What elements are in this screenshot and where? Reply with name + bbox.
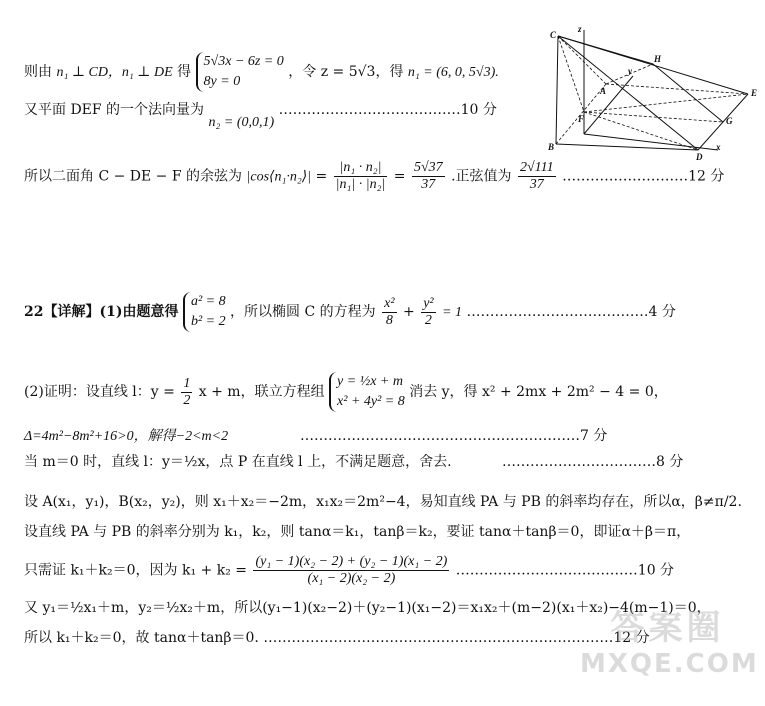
label-g: G	[726, 116, 733, 126]
equation-system-1	[196, 52, 284, 92]
cos-frac-num: |n₁ · n₂|	[334, 160, 388, 177]
equation-system-line-ellipse	[329, 372, 405, 412]
watermark-logo	[580, 600, 759, 700]
edge-ch	[558, 36, 653, 64]
vector-conditions: n₁ ⊥ CD，n₁ ⊥ DE	[56, 65, 173, 80]
edge-hg	[653, 64, 723, 122]
text-eliminate-y: 消去 y，得 x² + 2mx + 2m² − 4 = 0，	[409, 384, 668, 400]
watermark-line1: 答案圈	[610, 608, 725, 648]
text-combine-system: x + m，联立方程组	[198, 384, 325, 400]
line-m-zero	[24, 452, 684, 472]
eq-sign-2: =	[393, 168, 406, 185]
text-set-line-l: (2)证明：设直线 l：y =	[24, 384, 175, 400]
cos-fraction	[334, 160, 388, 193]
k-sum-pre: 只需证 k₁＋k₂＝0，因为 k₁ + k₂ =	[24, 562, 248, 579]
axis-y	[584, 76, 633, 134]
eq-a-squared: a² = 8	[190, 294, 226, 309]
k-sum-num: (y₁ − 1)(x₂ − 2) + (y₂ − 1)(x₁ − 2)	[255, 554, 448, 569]
line-points-ab	[24, 492, 742, 512]
label-h: H	[654, 54, 662, 64]
sin-value-num: 2√111	[520, 160, 554, 175]
cos-abs: |cos⟨n₁·n₂⟩|	[246, 169, 312, 185]
text-plane-def: 又平面 DEF 的一个法向量为	[24, 102, 205, 118]
label-x: x	[716, 142, 721, 152]
n2-vector: n₂ = (0,0,1)	[208, 115, 275, 130]
line-slopes	[24, 522, 690, 542]
line-problem-22-part1	[24, 292, 676, 332]
label-a: A	[600, 86, 607, 96]
score-4-dots: …………………………………4 分	[466, 304, 676, 320]
edge-fd-dashed	[584, 112, 698, 150]
edge-cd	[558, 36, 698, 150]
text-ze-you: 则由	[24, 64, 52, 80]
slopes-text: 设直线 PA 与 PB 的斜率分别为 k₁，k₂，则 tanα＝k₁，tanβ＝k₂，要证 tanα＋tanβ＝0，即证α＋β＝π，	[24, 524, 691, 540]
m-zero-text: 当 m＝0 时，直线 l：y＝½x，点 P 在直线 l 上，不满足题意，舍去.	[24, 454, 452, 470]
line-dihedral-cosine	[24, 160, 724, 193]
score-7-dots: ……………………………………………………7 分	[300, 428, 608, 444]
label-y: y	[628, 66, 632, 76]
cos-value	[412, 160, 445, 193]
problem-22-heading: 22【详解】(1)由题意得	[24, 304, 179, 320]
k-sum-fraction	[253, 554, 449, 587]
line-k-sum	[24, 554, 674, 587]
label-d: D	[696, 152, 703, 162]
cos-value-num: 5√37	[413, 160, 443, 175]
system1-eq2: 8y = 0	[203, 74, 241, 89]
score-8-dots: ……………………………8 分	[502, 454, 684, 470]
edge-cb	[556, 36, 558, 144]
cos-value-den: 37	[421, 177, 436, 192]
equals-one: = 1	[442, 305, 463, 320]
label-b: B	[548, 142, 555, 152]
eq-b-squared: b² = 2	[190, 314, 226, 329]
line-plane-def-normal	[24, 100, 497, 130]
line-problem-22-part2	[24, 372, 668, 412]
sin-value	[518, 160, 556, 193]
score-10-dots: …………………………………10 分	[278, 102, 497, 118]
label-c: C	[550, 30, 557, 40]
score-10b-dots: …………………………………10 分	[455, 562, 675, 579]
edge-fe-dashed	[584, 94, 748, 112]
sin-value-den: 37	[529, 177, 544, 192]
score-12b-dots: …………………………………………………………………12 分	[263, 630, 650, 646]
conclusion-text: 所以 k₁＋k₂＝0，故 tanα＋tanβ＝0.	[24, 630, 259, 646]
label-f: F	[578, 114, 585, 124]
equation-system-ab	[183, 292, 226, 332]
text-ellipse-equation: ，所以椭圆 C 的方程为	[230, 304, 376, 320]
system-line: y = ½x + m	[337, 374, 403, 389]
frac-x2-8	[382, 296, 396, 329]
system-ellipse: x² + 4y² = 8	[337, 394, 405, 409]
score-12-dots: ………………………12 分	[562, 168, 725, 185]
line-discriminant	[24, 426, 608, 447]
cos-frac-den: |n₁| · |n₂|	[335, 177, 386, 192]
half-den: 2	[183, 392, 191, 408]
frac-y2: y²	[423, 295, 434, 311]
plus-sign: +	[403, 304, 415, 320]
points-ab-text: 设 A(x₁，y₁)，B(x₂，y₂)，则 x₁＋x₂＝−2m，x₁x₂＝2m²−4，易知直线 PA 与 PB 的斜率均存在，所以α，β≠π/2.	[24, 494, 742, 510]
text-de: 得	[177, 64, 192, 80]
frac-2: 2	[424, 312, 432, 328]
half-num: 1	[183, 375, 191, 391]
frac-y2-2	[421, 296, 435, 329]
discriminant-text: Δ=4m²−8m²+16>0，解得−2<m<2	[24, 429, 229, 444]
line-conclusion	[24, 628, 650, 648]
text-let-z: ，令 z = 5√3，得	[288, 64, 404, 80]
frac-8: 8	[385, 312, 393, 328]
line-normal-vector-conditions	[24, 52, 499, 92]
watermark-line2: MXQE.COM	[580, 649, 759, 679]
label-e: E	[751, 88, 758, 98]
frac-x2: x²	[384, 295, 395, 311]
y-substitution-text: 又 y₁＝½x₁＋m，y₂＝½x₂＋m，所以(y₁−1)(x₂−2)＋(y₂−1)(x₁−2)＝x₁x₂＋(m−2)(x₁＋x₂)−4(m−1)＝0，	[24, 600, 711, 616]
n1-result: n₁ = (6, 0, 5√3).	[407, 65, 499, 80]
geometry-figure	[548, 24, 765, 164]
text-sine: .正弦值为	[451, 168, 512, 185]
k-sum-den: (x₁ − 2)(x₂ − 2)	[307, 571, 396, 586]
system1-eq1: 5√3x − 6z = 0	[203, 54, 284, 69]
label-z: z	[578, 24, 582, 34]
text-dihedral: 所以二面角 C − DE − F 的余弦为	[24, 168, 243, 185]
eq-sign-1: =	[315, 168, 328, 185]
frac-half	[181, 376, 192, 409]
edge-cf-dashed	[558, 36, 584, 112]
